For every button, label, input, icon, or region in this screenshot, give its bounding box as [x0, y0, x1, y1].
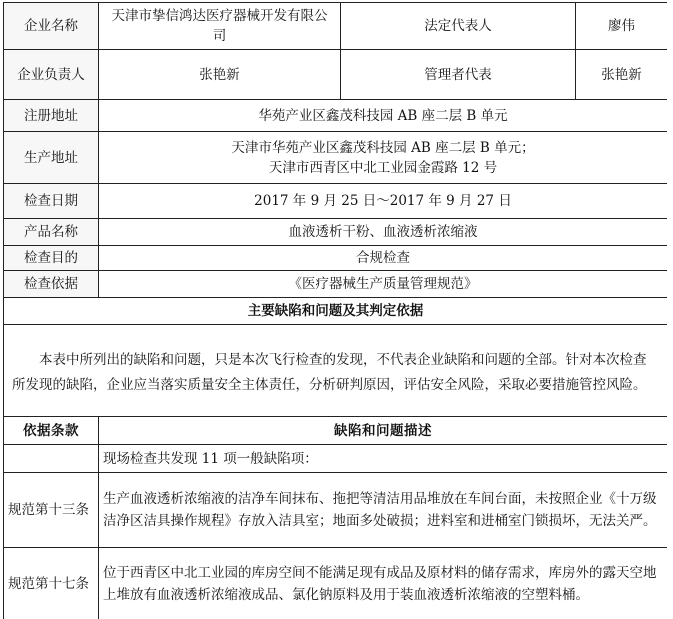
basis-value: 《医疗器械生产质量管理规范》: [99, 271, 668, 298]
row-description: 现场检查共发现 11 项一般缺陷项：: [99, 445, 668, 473]
row-clause: [4, 445, 99, 473]
prod-address-line1: 天津市华苑产业区鑫茂科技园 AB 座二层 B 单元；: [231, 139, 535, 156]
legal-rep-value: 廖伟: [576, 3, 668, 50]
product-label: 产品名称: [4, 219, 99, 246]
reg-address-label: 注册地址: [4, 100, 99, 132]
table-row: [4, 548, 668, 619]
purpose-value: 合规检查: [99, 246, 668, 271]
row-clause: 规范第十三条: [4, 473, 99, 548]
company-info-table: [3, 2, 667, 298]
row-description: 生产血液透析浓缩液的洁净车间抹布、拖把等清洁用品堆放在车间台面，未按照企业《十万级洁净区洁具操作规程》存放入洁具室；地面多处破损；进料室和进桶室门锁损坏，无法关严。: [99, 473, 668, 548]
defects-table: [3, 297, 667, 619]
company-name-value: 天津市挚信鸿达医疗器械开发有限公司: [99, 3, 341, 50]
inspection-date-label: 检查日期: [4, 184, 99, 219]
product-value: 血液透析干粉、血液透析浓缩液: [99, 219, 668, 246]
principal-value: 张艳新: [99, 50, 341, 100]
defects-section-title: 主要缺陷和问题及其判定依据: [4, 298, 668, 325]
basis-label: 检查依据: [4, 271, 99, 298]
legal-rep-label: 法定代表人: [341, 3, 576, 50]
prod-address-line2: 天津市西青区中北工业园金霞路 12 号: [268, 159, 498, 176]
management-rep-label: 管理者代表: [341, 50, 576, 100]
col-header-description: 缺陷和问题描述: [99, 417, 668, 445]
table-row: [4, 473, 668, 548]
purpose-label: 检查目的: [4, 246, 99, 271]
reg-address-value: 华苑产业区鑫茂科技园 AB 座二层 B 单元: [99, 100, 668, 132]
row-description: 位于西青区中北工业园的库房空间不能满足现有成品及原材料的储存需求，库房外的露天空地上堆放有血液透析浓缩液成品、氯化钠原料及用于装血液透析浓缩液的空塑料桶。: [99, 548, 668, 619]
management-rep-value: 张艳新: [576, 50, 668, 100]
table-row: [4, 445, 668, 473]
inspection-report-page: [3, 2, 667, 619]
principal-label: 企业负责人: [4, 50, 99, 100]
defects-note: 本表中所列出的缺陷和问题，只是本次飞行检查的发现，不代表企业缺陷和问题的全部。针对本次检查所发现的缺陷，企业应当落实质量安全主体责任，分析研判原因，评估安全风险，采取必要措施管控风险。: [4, 325, 668, 417]
col-header-clause: 依据条款: [4, 417, 99, 445]
inspection-date-value: 2017 年 9 月 25 日～2017 年 9 月 27 日: [99, 184, 668, 219]
prod-address-label: 生产地址: [4, 132, 99, 184]
prod-address-value: [99, 132, 668, 184]
company-name-label: 企业名称: [4, 3, 99, 50]
row-clause: 规范第十七条: [4, 548, 99, 619]
